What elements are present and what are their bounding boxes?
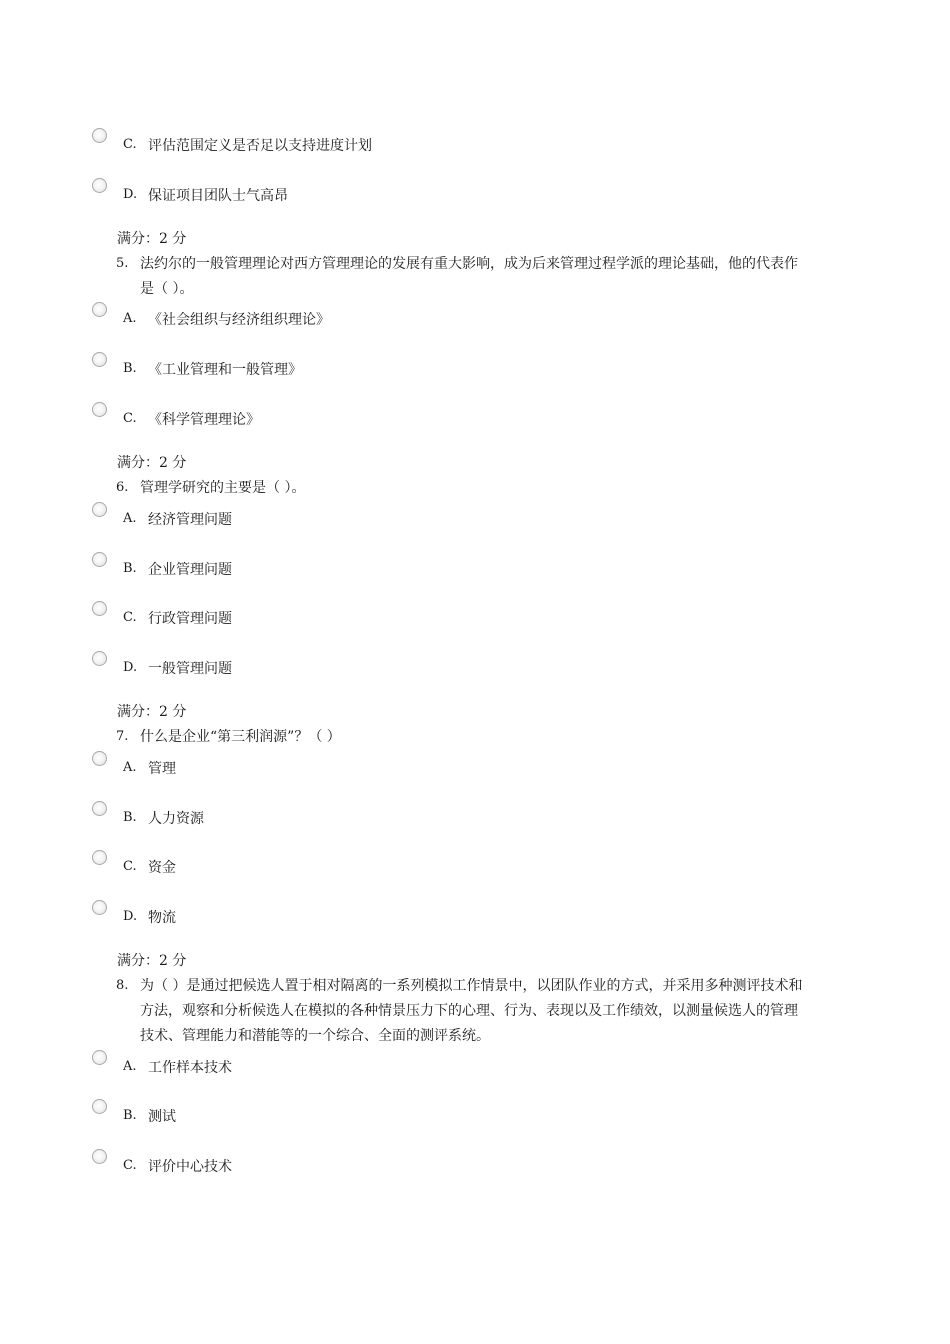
option-letter: A. xyxy=(123,311,137,326)
option-text: 资金 xyxy=(148,860,176,876)
option-letter: D. xyxy=(123,187,138,202)
radio-button-icon[interactable] xyxy=(92,1149,107,1164)
radio-button-icon[interactable] xyxy=(92,801,107,816)
option-text: 工作样本技术 xyxy=(148,1060,232,1076)
option-text: 保证项目团队士气高昂 xyxy=(148,188,288,204)
option-text: 《社会组织与经济组织理论》 xyxy=(148,312,330,328)
option-7-c[interactable] xyxy=(92,850,176,876)
option-8-a[interactable] xyxy=(92,1050,232,1076)
option-5-c[interactable] xyxy=(92,402,260,428)
option-letter: C. xyxy=(123,610,137,625)
option-text: 《工业管理和一般管理》 xyxy=(148,362,302,378)
option-letter: C. xyxy=(123,137,137,152)
option-text: 经济管理问题 xyxy=(148,512,232,528)
score-label: 满分：2 分 xyxy=(117,704,187,720)
option-letter: D. xyxy=(123,660,138,675)
option-8-c[interactable] xyxy=(92,1149,232,1175)
option-text: 企业管理问题 xyxy=(148,562,232,578)
radio-button-icon[interactable] xyxy=(92,552,107,567)
option-letter: B. xyxy=(123,810,137,825)
option-6-c[interactable] xyxy=(92,601,232,627)
radio-button-icon[interactable] xyxy=(92,850,107,865)
option-6-b[interactable] xyxy=(92,552,232,578)
option-8-b[interactable] xyxy=(92,1099,176,1125)
option-4-c[interactable] xyxy=(92,128,372,154)
option-letter: A. xyxy=(123,1059,137,1074)
question-number: 6. xyxy=(116,480,129,495)
option-letter: B. xyxy=(123,1108,137,1123)
option-letter: B. xyxy=(123,361,137,376)
radio-button-icon[interactable] xyxy=(92,900,107,915)
option-letter: D. xyxy=(123,909,138,924)
question-text: 什么是企业“第三利润源”？（ ） xyxy=(140,729,341,745)
option-text: 测试 xyxy=(148,1109,176,1125)
question-text: 法约尔的一般管理理论对西方管理理论的发展有重大影响，成为后来管理过程学派的理论基础，他的代表作是（ ）。 xyxy=(140,256,798,297)
option-7-b[interactable] xyxy=(92,801,204,827)
radio-button-icon[interactable] xyxy=(92,502,107,517)
score-label: 满分：2 分 xyxy=(117,953,187,969)
option-letter: C. xyxy=(123,411,137,426)
radio-button-icon[interactable] xyxy=(92,1099,107,1114)
question-number: 7. xyxy=(116,729,129,744)
option-text: 一般管理问题 xyxy=(148,661,232,677)
option-6-a[interactable] xyxy=(92,502,232,528)
radio-button-icon[interactable] xyxy=(92,601,107,616)
option-letter: A. xyxy=(123,760,137,775)
radio-button-icon[interactable] xyxy=(92,128,107,143)
question-number: 5. xyxy=(116,256,129,271)
option-letter: C. xyxy=(123,859,137,874)
option-5-a[interactable] xyxy=(92,302,330,328)
option-7-a[interactable] xyxy=(92,751,176,777)
option-text: 评价中心技术 xyxy=(148,1159,232,1175)
option-text: 行政管理问题 xyxy=(148,611,232,627)
question-text: 管理学研究的主要是（ ）。 xyxy=(140,480,306,496)
option-4-d[interactable] xyxy=(92,178,288,204)
question-text: 为（ ）是通过把候选人置于相对隔离的一系列模拟工作情景中，以团队作业的方式，并采用多种测评技术和方法，观察和分析候选人在模拟的各种情景压力下的心理、行为、表现以及工作绩效，以测量候选人的管理技术、管理能力和潜能等的一个综合、全面的测评系统。 xyxy=(140,978,803,1044)
radio-button-icon[interactable] xyxy=(92,178,107,193)
option-letter: C. xyxy=(123,1158,137,1173)
option-text: 评估范围定义是否足以支持进度计划 xyxy=(148,138,372,154)
radio-button-icon[interactable] xyxy=(92,751,107,766)
radio-button-icon[interactable] xyxy=(92,651,107,666)
option-text: 物流 xyxy=(148,910,176,926)
question-number: 8. xyxy=(116,978,129,993)
option-text: 人力资源 xyxy=(148,811,204,827)
option-6-d[interactable] xyxy=(92,651,232,677)
option-text: 管理 xyxy=(148,761,176,777)
option-7-d[interactable] xyxy=(92,900,176,926)
option-letter: A. xyxy=(123,511,137,526)
radio-button-icon[interactable] xyxy=(92,1050,107,1065)
radio-button-icon[interactable] xyxy=(92,402,107,417)
radio-button-icon[interactable] xyxy=(92,302,107,317)
option-text: 《科学管理理论》 xyxy=(148,412,260,428)
score-label: 满分：2 分 xyxy=(117,231,187,247)
score-label: 满分：2 分 xyxy=(117,455,187,471)
option-5-b[interactable] xyxy=(92,352,302,378)
option-letter: B. xyxy=(123,561,137,576)
radio-button-icon[interactable] xyxy=(92,352,107,367)
